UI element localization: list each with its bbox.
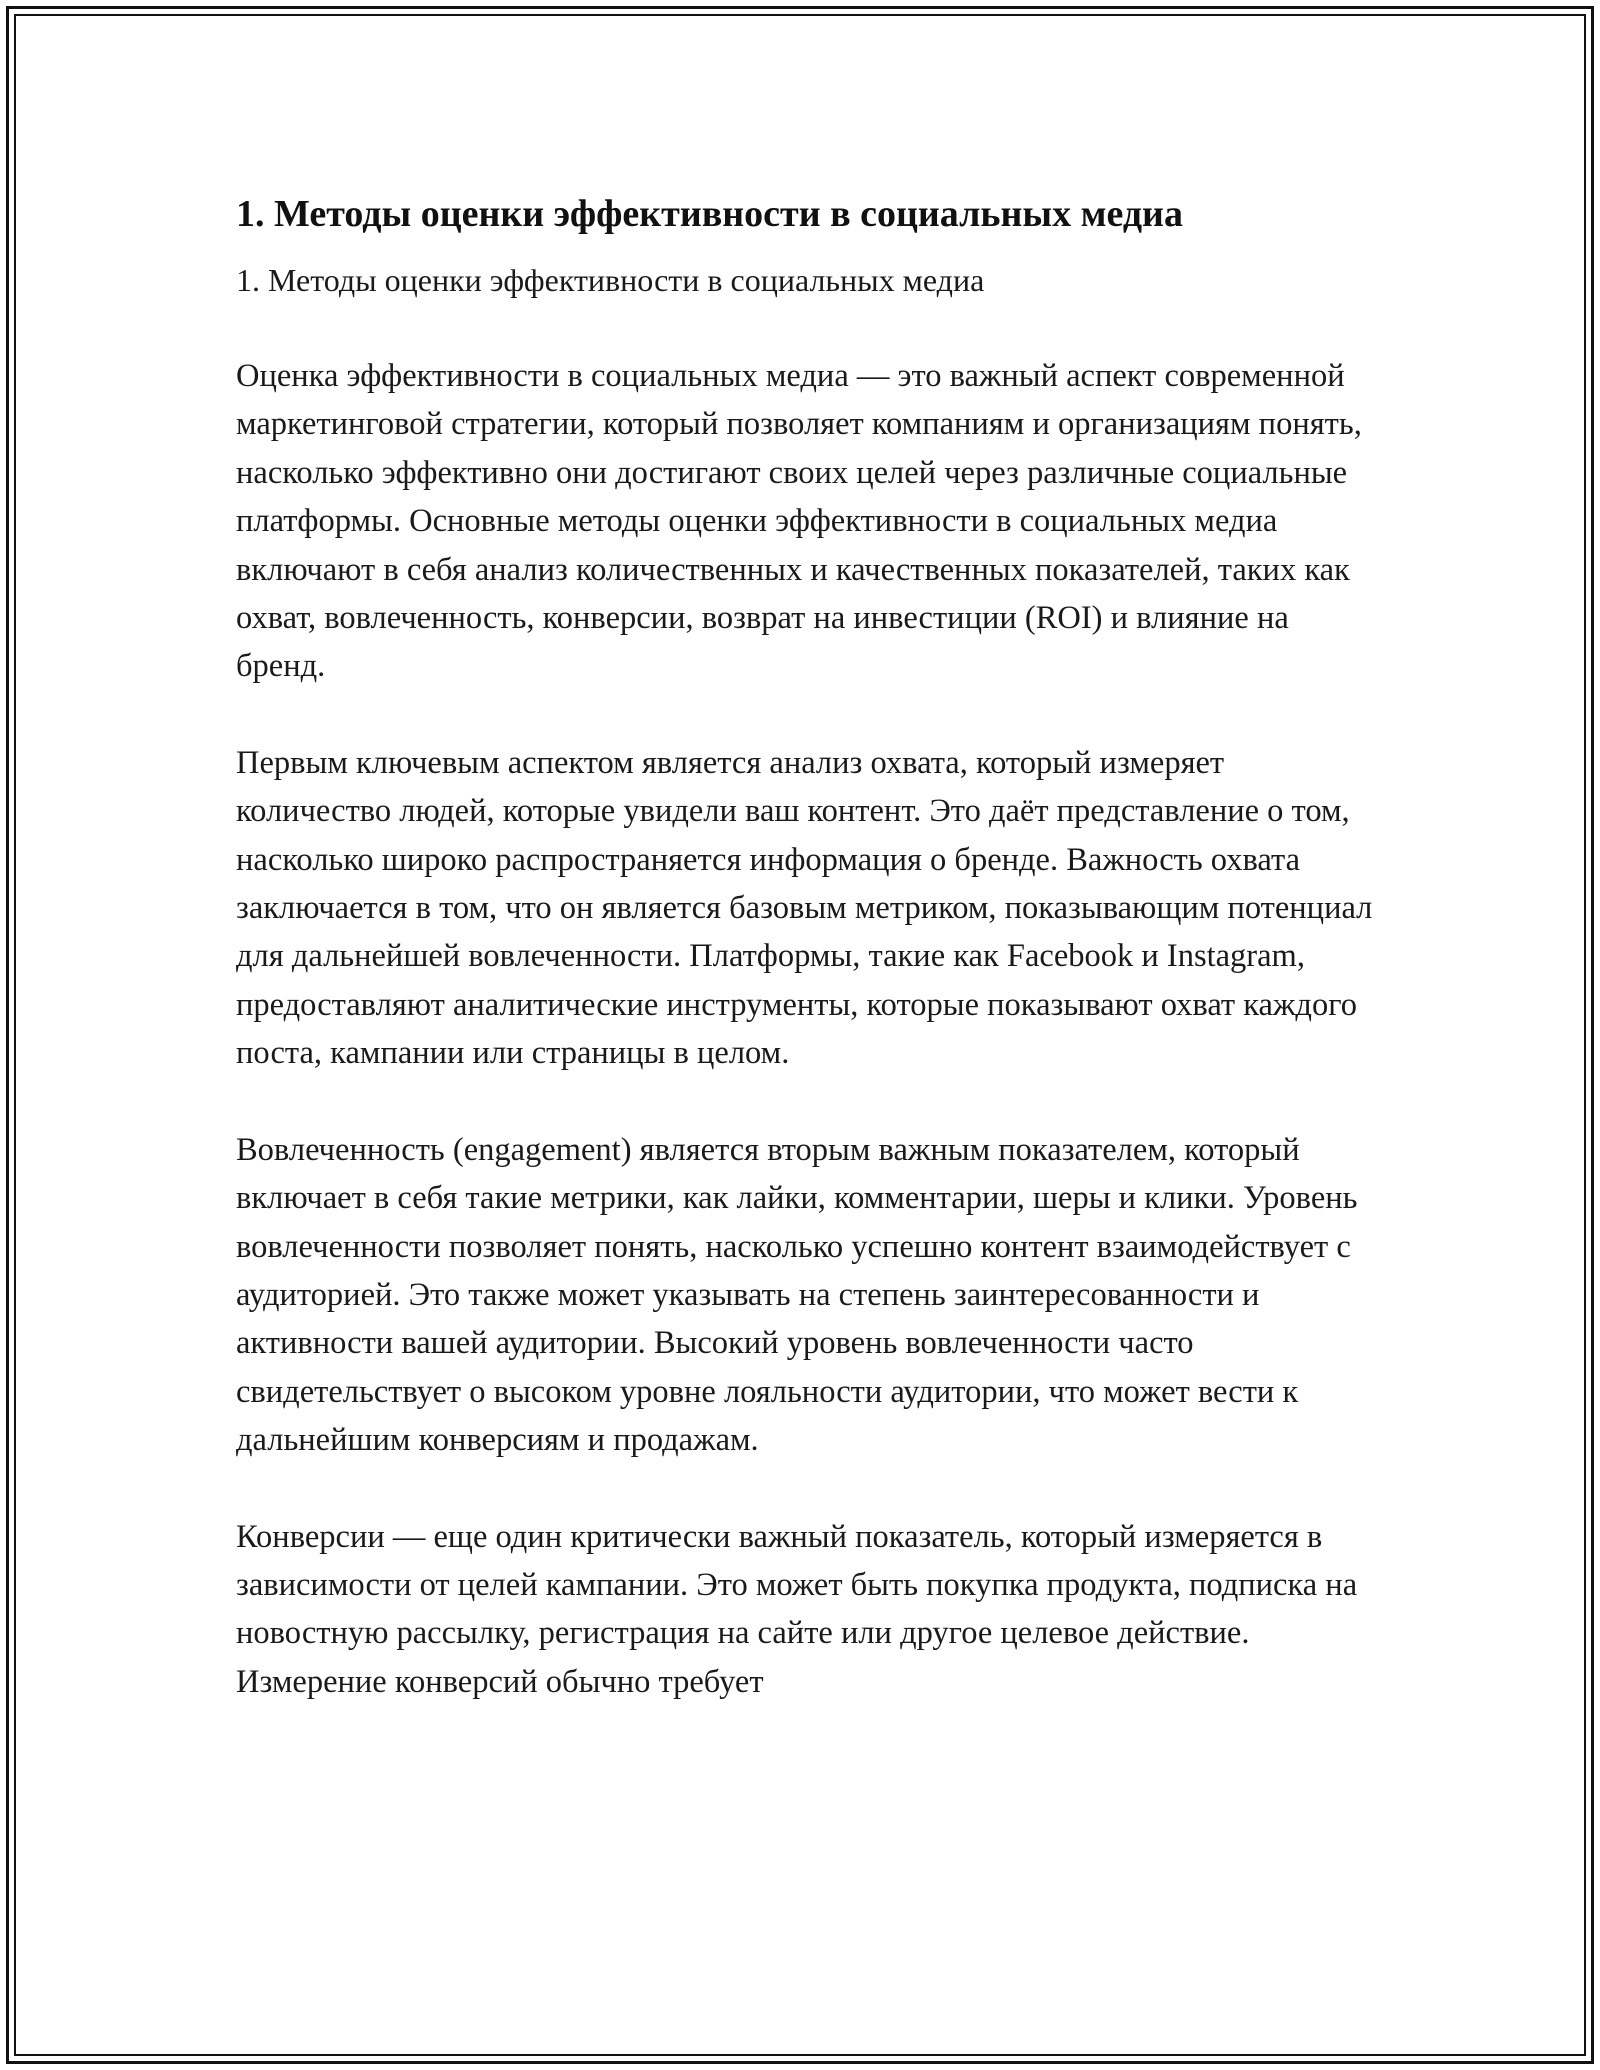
document-title: 1. Методы оценки эффективности в социальных медиа xyxy=(236,193,1183,235)
document-subtitle: 1. Методы оценки эффективности в социальных медиа xyxy=(236,262,985,298)
paragraph-engagement: Вовлеченность (engagement) является вторым важным показателем, который включает в себя такие метрики, как лайки, комментарии, шеры и клики. Уровень вовлеченности позволяет понять, насколько успешно контент взаимодействует с аудиторией. Это также может указывать на степень заинтересованности и активности вашей аудитории. Высокий уровень вовлеченности часто свидетельствует о высоком уровне лояльности аудитории, что может вести к дальнейшим конверсиям и продажам. xyxy=(236,1131,1358,1459)
paragraph-reach: Первым ключевым аспектом является анализ охвата, который измеряет количество людей, которые увидели ваш контент. Это даёт представление о том, насколько широко распространяется информация о бренде. Важность охвата заключается в том, что он является базовым метриком, показывающим потенциал для дальнейшей вовлеченности. Платформы, такие как Facebook и Instagram, предоставляют аналитические инструменты, которые показывают охват каждого поста, кампании или страницы в целом. xyxy=(236,744,1373,1072)
document-page xyxy=(236,186,1376,1754)
paragraph-conversions: Конверсии — еще один критически важный показатель, который измеряется в зависимости от целей кампании. Это может быть покупка продукта, подписка на новостную рассылку, регистрация на сайте или другое целевое действие. Измерение конверсий обычно требует xyxy=(236,1518,1358,1700)
paragraph-intro: Оценка эффективности в социальных медиа — это важный аспект современной маркетинговой стратегии, который позволяет компаниям и организациям понять, насколько эффективно они достигают своих целей через различные социальные платформы. Основные методы оценки эффективности в социальных медиа включают в себя анализ количественных и качественных показателей, таких как охват, вовлеченность, конверсии, возврат на инвестиции (ROI) и влияние на бренд. xyxy=(236,358,1362,685)
